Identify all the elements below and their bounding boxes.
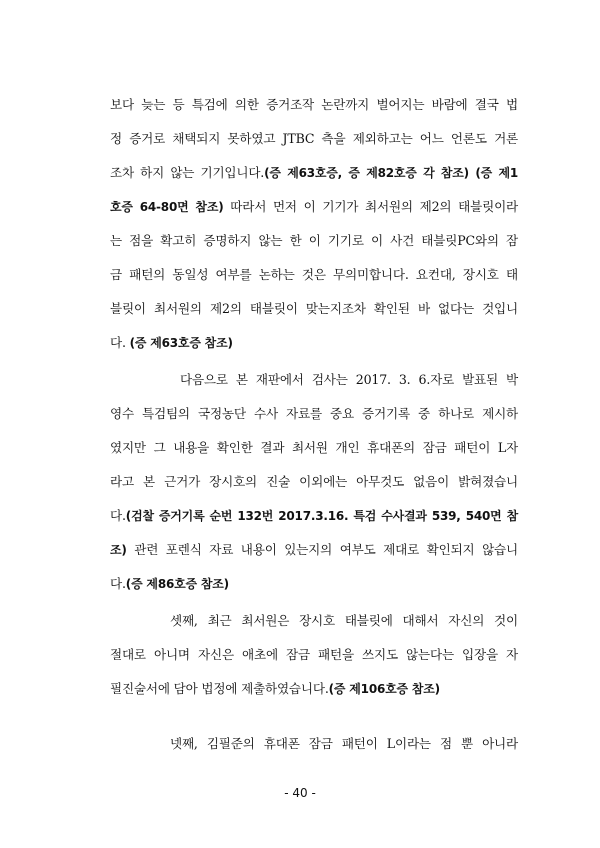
page-number: - 40 -	[284, 786, 316, 800]
text-line	[110, 567, 518, 601]
text-line	[110, 672, 518, 706]
paragraph-3	[110, 604, 518, 706]
text-line: 는 점을 확고히 증명하지 않는 한 이 기기로 이 사건 태블릿PC와의 잠	[110, 233, 518, 248]
text-run: 필진술서에 담아 법정에 제출하였습니다.	[110, 681, 329, 696]
text-line	[110, 499, 518, 533]
text-line: 였지만 그 내용을 확인한 결과 최서원 개인 휴대폰의 잠금 패턴이 L자	[110, 440, 518, 455]
paragraph-2	[110, 363, 518, 601]
text-line	[110, 156, 518, 190]
text-line: 영수 특검팀의 국정농단 수사 자료를 중요 증거기록 중 하나로 제시하	[110, 406, 518, 421]
text-line: 넷째, 김필준의 휴대폰 잠금 패턴이 L이라는 점 뿐 아니라	[170, 736, 518, 751]
citation-bold: (증 제106호증 참조)	[328, 682, 440, 696]
citation-bold: (증 제63호증 참조)	[129, 336, 233, 350]
citation-bold: 호증 64-80면 참조)	[110, 200, 224, 214]
text-run: 다.	[110, 576, 126, 591]
text-line	[110, 190, 518, 224]
text-line: 정 증거로 채택되지 못하였고 JTBC 측을 제외하고는 어느 언론도 거론	[110, 131, 518, 146]
text-run: 다.	[110, 508, 126, 523]
text-line: 다음으로 본 재판에서 검사는 2017. 3. 6.자로 발표된 박	[180, 372, 518, 387]
citation-bold: 조)	[110, 543, 127, 557]
text-line: 블릿이 최서원의 제2의 태블릿이 맞는지조차 확인된 바 없다는 것입니	[110, 301, 518, 316]
text-line: 금 패턴의 동일성 여부를 논하는 것은 무의미합니다. 요컨대, 장시호 태	[110, 267, 518, 282]
text-run: 다.	[110, 335, 130, 350]
citation-bold: (증 제63호증, 증 제82호증 각 참조) (증 제1	[264, 166, 518, 180]
text-line: 라고 본 근거가 장시호의 진술 이외에는 아무것도 없음이 밝혀졌습니	[110, 474, 518, 489]
text-line: 절대로 아니며 자신은 애초에 잠금 패턴을 쓰지도 않는다는 입장을 자	[110, 647, 518, 662]
paragraph-1	[110, 88, 518, 360]
text-line: 보다 늦는 등 특검에 의한 증거조작 논란까지 벌어지는 바람에 결국 법	[110, 97, 518, 112]
text-run: 따라서 먼저 이 기기가 최서원의 제2의 태블릿이라	[223, 199, 518, 214]
text-run: 관련 포렌식 자료 내용이 있는지의 여부도 제대로 확인되지 않습니	[126, 542, 518, 557]
text-line: 셋째, 최근 최서원은 장시호 태블릿에 대해서 자신의 것이	[170, 613, 518, 628]
citation-bold: (증 제86호증 참조)	[125, 577, 229, 591]
text-line	[110, 533, 518, 567]
citation-bold: (검찰 증거기록 순번 132번 2017.3.16. 특검 수사결과 539, 540면 참	[125, 509, 518, 523]
paragraph-4	[110, 727, 518, 761]
text-run: 조차 하지 않는 기기입니다.	[110, 165, 265, 180]
text-line	[110, 326, 518, 360]
